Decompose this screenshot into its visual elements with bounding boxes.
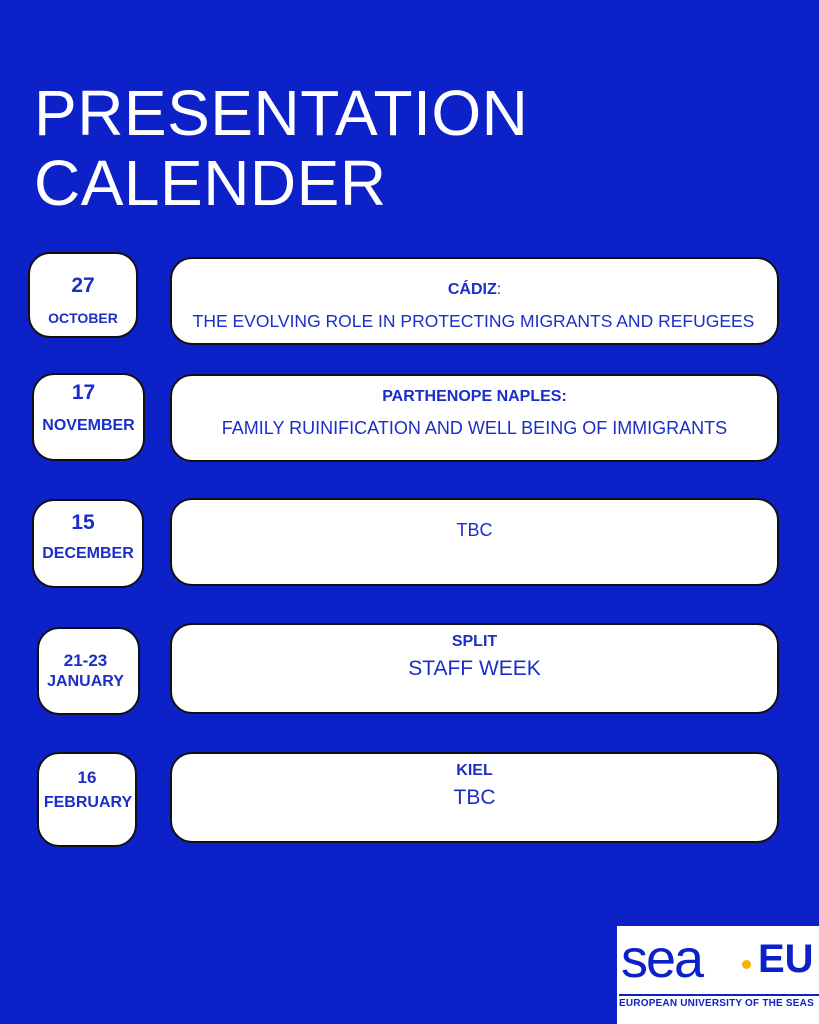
logo-wordmark: sea [621, 929, 703, 989]
date-card-october [28, 252, 138, 338]
event-month: OCTOBER [48, 310, 118, 326]
logo-divider [619, 994, 819, 996]
event-place: PARTHENOPE NAPLES: [382, 388, 567, 405]
event-card-kiel [170, 752, 779, 843]
date-card-february [37, 752, 137, 847]
event-month: DECEMBER [42, 545, 134, 562]
title-line-2: CALENDER [34, 147, 387, 219]
event-month: JANUARY [47, 673, 124, 690]
event-day: 15 [71, 511, 95, 534]
event-month: NOVEMBER [42, 417, 135, 434]
logo-dot-icon [742, 960, 751, 969]
event-day: 16 [77, 768, 97, 787]
date-card-november [32, 373, 145, 461]
event-card-cadiz [170, 257, 779, 345]
event-day: 21-23 [63, 651, 108, 670]
logo-suffix: EU [758, 937, 814, 981]
title-line-1: PRESENTATION [34, 77, 529, 149]
event-place: SPLIT [451, 633, 498, 650]
event-card-parthenope-naples [170, 374, 779, 462]
date-card-january [37, 627, 140, 715]
event-card-split [170, 623, 779, 714]
event-description: FAMILY RUINIFICATION AND WELL BEING OF IMMIGRANTS [221, 418, 728, 438]
sea-eu-logo [617, 926, 819, 1024]
page-title [34, 78, 528, 218]
event-description: TBC [456, 520, 493, 540]
event-month: FEBRUARY [43, 794, 133, 811]
event-description: STAFF WEEK [408, 657, 541, 680]
event-description: TBC [453, 786, 496, 809]
event-place: KIEL [456, 762, 493, 779]
event-day: 17 [71, 381, 96, 404]
event-card-tbc [170, 498, 779, 586]
event-day: 27 [71, 274, 95, 297]
event-description: THE EVOLVING ROLE IN PROTECTING MIGRANTS AND REFUGEES [192, 311, 755, 331]
date-card-december [32, 499, 144, 588]
logo-tagline: EUROPEAN UNIVERSITY OF THE SEAS [619, 998, 814, 1009]
event-place: CÁDIZ: [447, 281, 502, 298]
